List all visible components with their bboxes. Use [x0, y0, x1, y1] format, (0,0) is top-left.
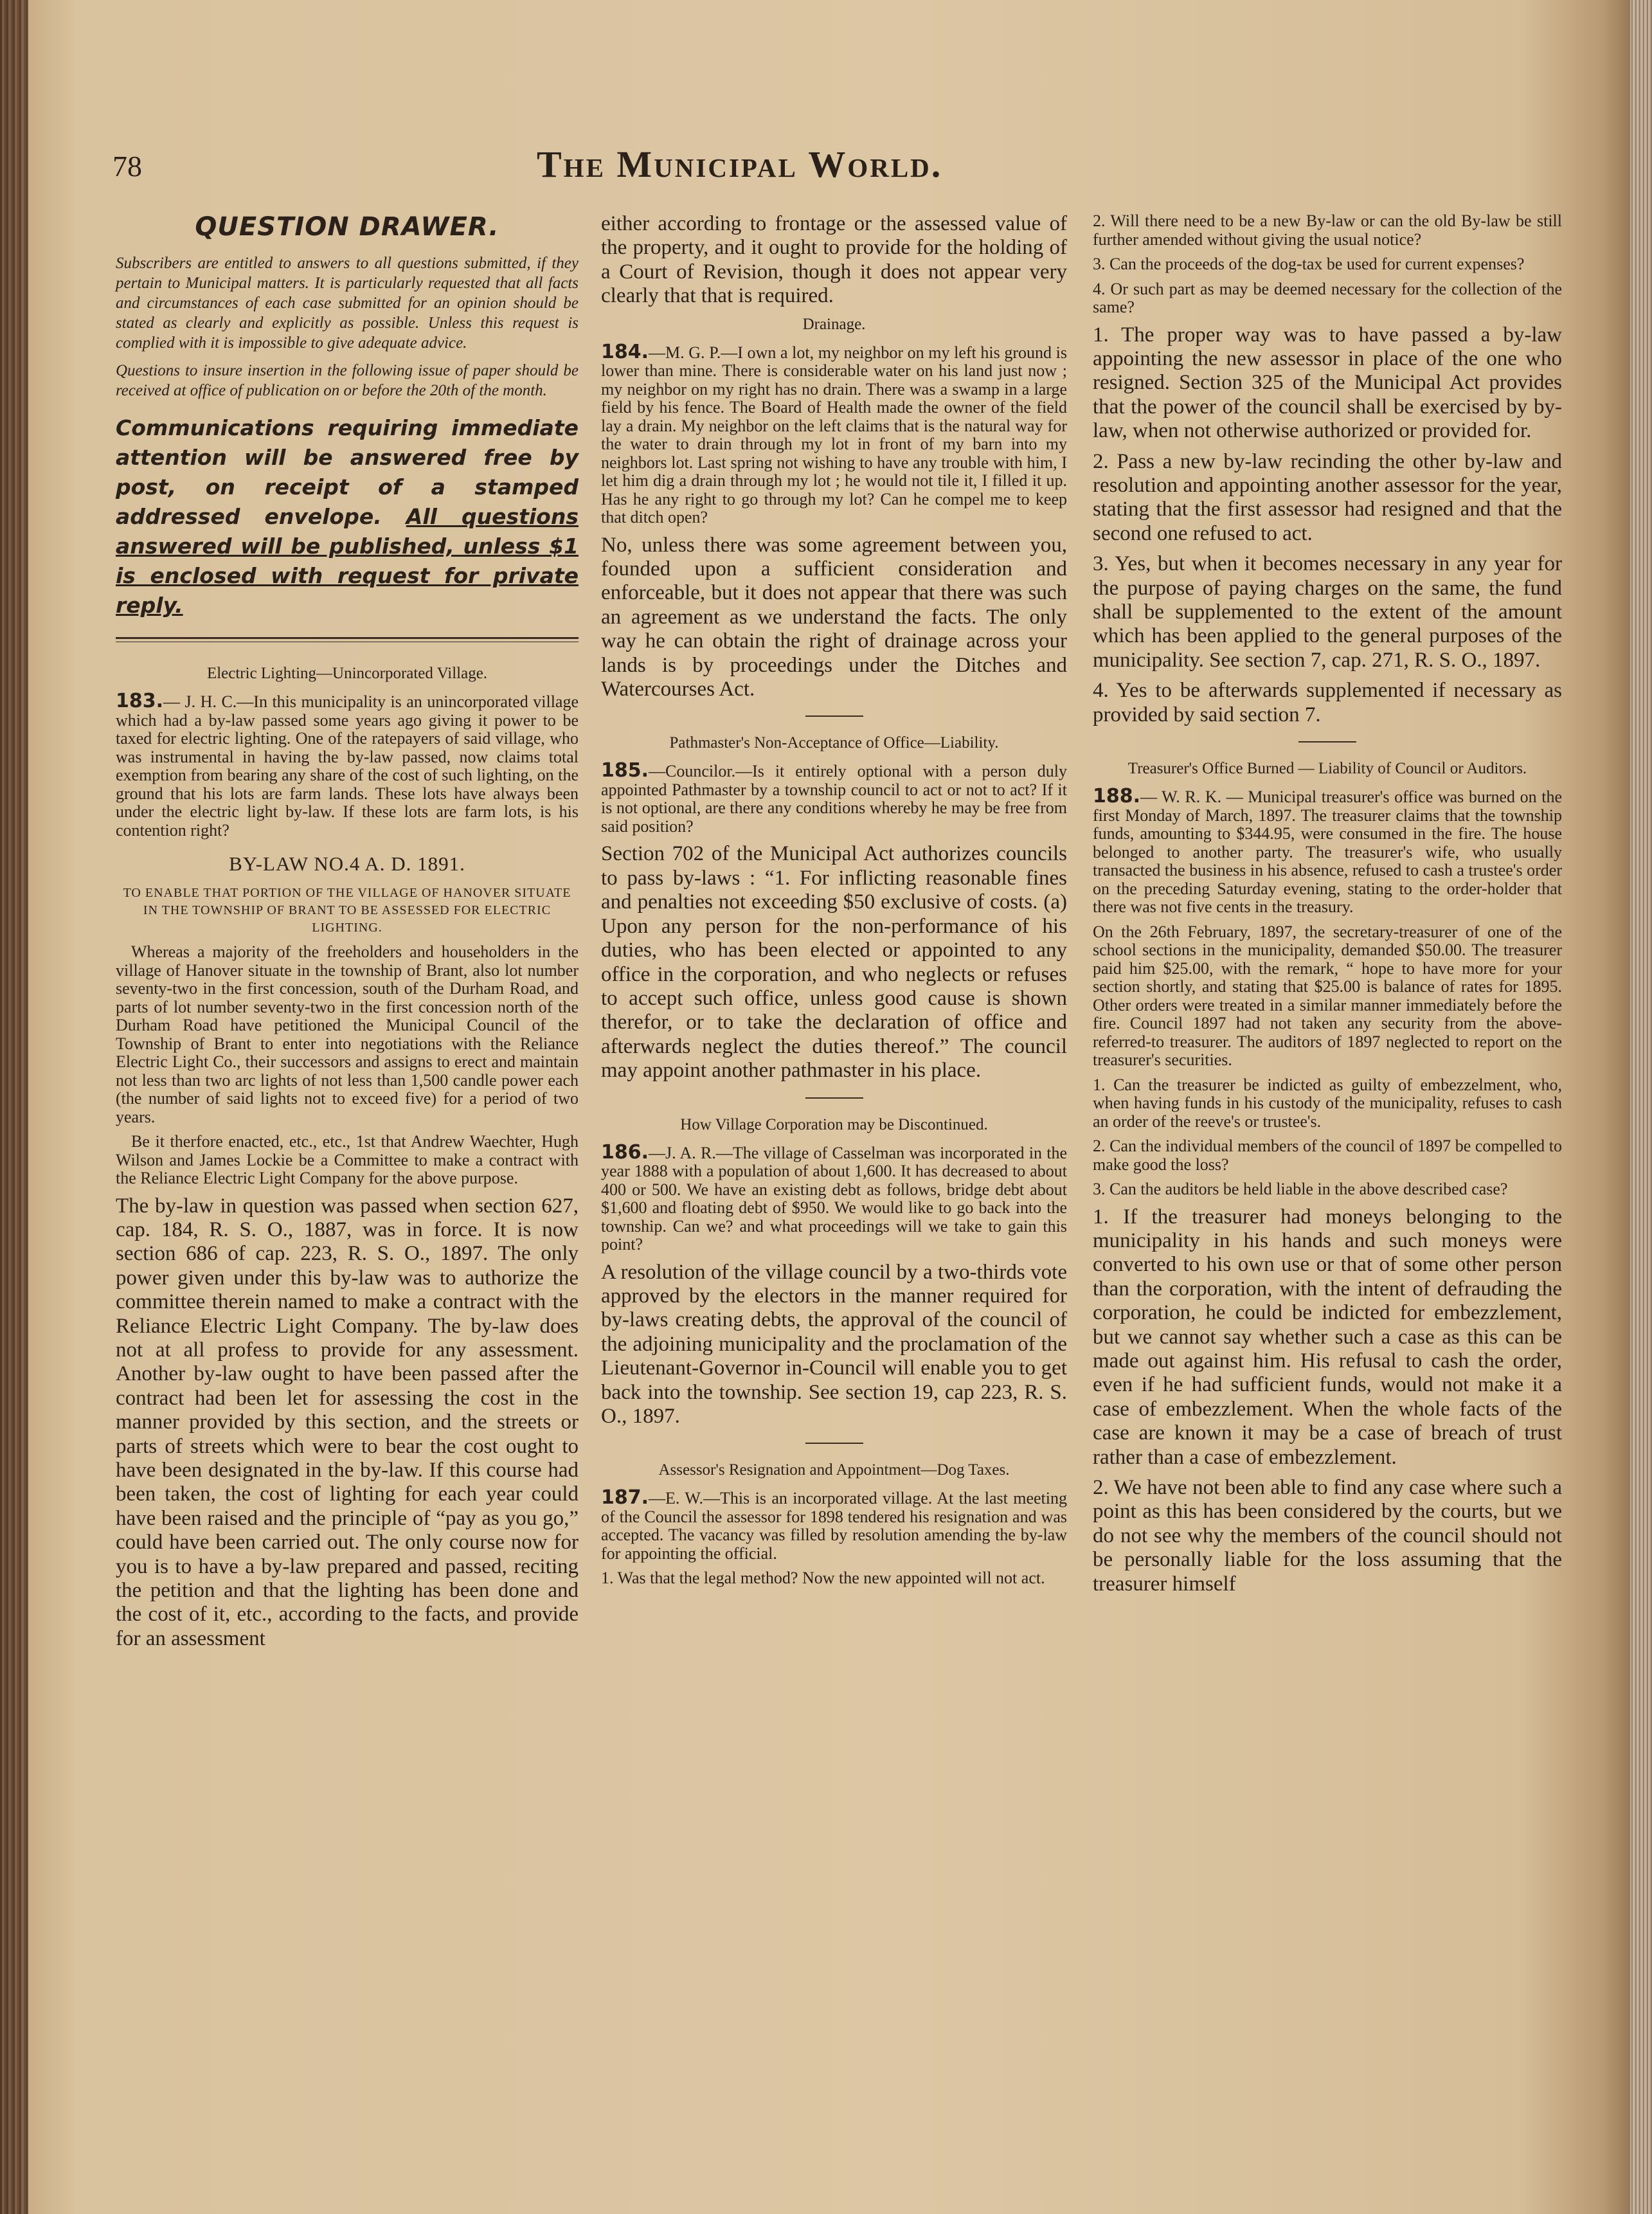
- question-body: — W. R. K. — Municipal treasurer's office was burned on the first Monday of March, 1897. The treasurer claims that the township funds, amounting to $344.95, were consumed in the fire. The house belonged to another party. The treasurer's wife, who usually transacted the business in his absence, refused to cash a trustee's order on the preceding Saturday evening, stating to the order-holder that there was not five cents in the treasury.: [1093, 788, 1562, 916]
- question-number: 187.: [601, 1486, 649, 1509]
- question-text: [601, 1140, 1067, 1254]
- question-number: 185.: [601, 759, 649, 782]
- intro-paragraph: Questions to insure insertion in the following issue of paper should be received at office of publication on or before the 20th of the month.: [116, 362, 579, 399]
- answer-text: A resolution of the village council by a two-thirds vote approved by the electors in the manner required for by-laws creating debts, the approval of the council of the adjoining municipality and the proclamation of the Lieutenant-Governor in-Council will enable you to get back into the township. See section 19, cap 223, R. S. O., 1897.: [601, 1260, 1067, 1428]
- notice-underlined: All questions answered will be published, unless $1 is enclosed with request for private reply.: [116, 504, 579, 618]
- divider: [805, 716, 863, 717]
- question-item: 1. Can the treasurer be indicted as guilty of embezzelment, who, when having funds in his custody of the municipality, refuses to cash an order of the reeve's or trustee's.: [1093, 1075, 1562, 1131]
- question-number: 183.: [116, 690, 164, 712]
- question-heading: Assessor's Resignation and Appointment—Dog Taxes.: [658, 1461, 1010, 1479]
- question-body: — J. H. C.—In this municipality is an unincorporated village which had a by-law passed some years ago giving it power to be taxed for electric lighting. One of the ratepayers of said village, who was instrumental in having the by-law passed, now claims total exemption from bearing any share of the cost of such lighting, on the ground that his lots are farm lands. These lots have always been under the electric light by-law. If these lots are farm lots, is his contention right?: [116, 692, 579, 840]
- question-heading: Electric Lighting—Unincorporated Village.: [206, 665, 488, 682]
- page-header: [112, 143, 1597, 188]
- question-text: [116, 692, 579, 840]
- answer-text: 3. Yes, but when it becomes necessary in any year for the purpose of paying charges on the same, the fund shall be supplemented to the extent of the amount which has been applied to the general purposes of the municipality. See section 7, cap. 271, R. S. O., 1897.: [1093, 552, 1562, 672]
- answer-text: The by-law in question was passed when section 627, cap. 184, R. S. O., 1887, was in force. It is now section 686 of cap. 223, R. S. O., 1897. The only power given under this by-law was to authorize the committee therein named to make a contract with the Reliance Electric Light Company. The by-law does not at all profess to provide for any assessment. Another by-law ought to have been passed after the contract had been let for assessing the cost in the manner provided by this section, and the streets or parts of streets which were to bear the cost ought to have been designated in the by-law. If this course had been taken, the cost of lighting for each year could have been raised and the principle of “pay as you go,” could have been carried out. The only course now for you is to have a by-law prepared and passed, reciting the petition and that the lighting has been done and the cost of it, etc., according to the facts, and provide for an assessment: [116, 1194, 579, 1650]
- divider: [1298, 741, 1356, 742]
- question-item: 3. Can the auditors be held liable in the above described case?: [1093, 1180, 1508, 1198]
- question-number: 188.: [1093, 785, 1141, 807]
- bylaw-title: BY-LAW NO.4 A. D. 1891.: [229, 852, 465, 875]
- answer-text: either according to frontage or the assessed value of the property, and it ought to provide for the holding of a Court of Revision, though it does not appear very clearly that that is required.: [601, 212, 1067, 308]
- column-2: [601, 212, 1067, 1594]
- divider: [805, 1443, 863, 1444]
- column-3: [1093, 212, 1562, 1603]
- question-number: 184.: [601, 340, 649, 363]
- question-item: 1. Was that the legal method? Now the new appointed will not act.: [601, 1569, 1045, 1588]
- journal-title: The Municipal World.: [537, 143, 943, 185]
- answer-text: 1. The proper way was to have passed a by-law appointing the new assessor in place of the one who resigned. Section 325 of the Municipal Act provides that the power of the council shall be exercised by by-law, when not otherwise authorized or provided for.: [1093, 323, 1562, 443]
- section-divider: [116, 637, 579, 642]
- notice-block: [116, 413, 579, 620]
- page-edge: [1630, 0, 1652, 2214]
- question-item: 3. Can the proceeds of the dog-tax be used for current expenses?: [1093, 255, 1525, 273]
- question-item: 4. Or such part as may be deemed necessary for the collection of the same?: [1093, 279, 1562, 316]
- question-text: [601, 759, 1067, 836]
- question-heading: Drainage.: [802, 315, 866, 333]
- answer-text: No, unless there was some agreement between you, founded upon a sufficient consideration and enforceable, but it does not appear that there was such an agreement as we understand the facts. The only way he can obtain the right of drainage across your lands is by proceedings under the Ditches and Watercourses Act.: [601, 533, 1067, 701]
- question-text: [1093, 785, 1562, 917]
- question-item: 2. Will there need to be a new By-law or can the old By-law be still further amended without giving the usual notice?: [1093, 212, 1562, 249]
- question-body: —Councilor.—Is it entirely optional with a person duly appointed Pathmaster by a township council to act or not to act? If it is not optional, are there any conditions whereby he may be free from said position?: [601, 762, 1067, 836]
- divider: [805, 1097, 863, 1099]
- answer-text: 2. Pass a new by-law recinding the other by-law and resolution and appointing another assessor for the year, stating that the first assessor had resigned and that the second one refused to act.: [1093, 449, 1562, 545]
- answer-text: 4. Yes to be afterwards supplemented if necessary as provided by said section 7.: [1093, 679, 1562, 726]
- question-body: —J. A. R.—The village of Casselman was incorporated in the year 1888 with a population of about 1,600. It has decreased to about 400 or 500. We have an existing debt as follows, bridge debt about $1,600 and floating debt of $950. We would like to go back into the township. Can we? and what proceedings will we take to gain this point?: [601, 1143, 1067, 1254]
- question-body: —M. G. P.—I own a lot, my neighbor on my left his ground is lower than mine. There is considerable water on his land just now ; my neighbor on my right has no drain. There was a swamp in a large field by his fence. The Board of Health made the owner of the field lay a drain. My neighbor on the left claims that is the natural way for the water to drain through my lot in front of my barn into my neighbors lot. Last spring not wishing to have any trouble with him, I let him dig a drain through my lot ; he would not tile it, I filled it up. Has he any right to go through my lot? Can he compel me to keep that ditch open?: [601, 343, 1067, 527]
- column-1: [116, 212, 579, 1657]
- notice-text: Communications requiring immediate attention will be answered free by post, on receipt of a stamped addressed envelope.: [116, 415, 579, 529]
- question-heading: How Village Corporation may be Discontinued.: [680, 1115, 988, 1133]
- question-number: 186.: [601, 1140, 649, 1164]
- question-text: [601, 340, 1067, 527]
- answer-text: Section 702 of the Municipal Act authorizes councils to pass by-laws : “1. For inflicting reasonable fines and penalties not exceeding $50 exclusive of costs. (a) Upon any person for the non-performance of his duties, who has been elected or appointed to any office in the corporation, and who neglects or refuses to accept such office, unless good cause is shown therefor, or to take the declaration of office and afterwards neglect the duties thereof.” The council may appoint another pathmaster in his place.: [601, 842, 1067, 1083]
- section-title: QUESTION DRAWER.: [195, 212, 499, 242]
- intro-paragraph: Subscribers are entitled to answers to all questions submitted, if they pertain to Municipal matters. It is particularly requested that all facts and circumstances of each case submitted for an opinion should be stated as clearly and explicitly as possible. Unless this request is complied with it is impossible to give adequate advice.: [116, 255, 579, 352]
- answer-text: 2. We have not been able to find any case where such a point as this has been considered by the courts, but we do not see why the members of the council should not be personally liable for the loss assuming that the treasurer himself: [1093, 1475, 1562, 1596]
- book-spine: [0, 0, 28, 2214]
- question-paragraph: On the 26th February, 1897, the secretary-treasurer of one of the school sections in the municipality, demanded $50.00. The treasurer paid him $25.00, with the remark, “ hope to have more for your section shortly, and stating that $25.00 is balance of rates for 1895. Other orders were treated in a similar manner immediately before the fire. Council 1897 had not taken any security from the above-referred-to treasurer. The auditors of 1897 neglected to report on the treasurer's securities.: [1093, 922, 1562, 1069]
- question-heading: Pathmaster's Non-Acceptance of Office—Liability.: [669, 734, 999, 752]
- bylaw-subtitle: TO ENABLE THAT PORTION OF THE VILLAGE OF HANOVER SITUATE IN THE TOWNSHIP OF BRANT TO BE ASSESSED FOR ELECTRIC LIGHTING.: [123, 886, 571, 935]
- question-item: 2. Can the individual members of the council of 1897 be compelled to make good the loss?: [1093, 1137, 1562, 1174]
- page-number: 78: [112, 150, 142, 183]
- bylaw-paragraph: Be it therfore enacted, etc., etc., 1st that Andrew Waechter, Hugh Wilson and James Lockie be a Committee to make a contract with the Reliance Electric Light Company for the above purpose.: [116, 1132, 579, 1187]
- question-body: —E. W.—This is an incorporated village. At the last meeting of the Council the assessor for 1898 tendered his resignation and was accepted. The vacancy was filled by resolution amending the by-law for appointing the official.: [601, 1489, 1067, 1563]
- bylaw-paragraph: Whereas a majority of the freeholders and householders in the village of Hanover situate in the township of Brant, also lot number seventy-two in the first concession, south of the Durham Road, and parts of lot number seventy-two in the first concession north of the Durham Road have petitioned the Municipal Council of the Township of Brant to enter into negotiations with the Reliance Electric Light Co., their successors and assigns to erect and maintain not less than two arc lights of not less than 1,500 candle power each (the number of said lights not to exceed five) for a period of two years.: [116, 942, 579, 1126]
- question-text: [601, 1486, 1067, 1563]
- question-heading: Treasurer's Office Burned — Liability of Council or Auditors.: [1127, 760, 1527, 777]
- answer-text: 1. If the treasurer had moneys belonging to the municipality in his hands and such moneys were converted to his own use or that of some other person than the corporation, with the intent of defrauding the corporation, he could be indicted for embezzlement, but we cannot say whether such a case as this can be made out against him. His refusal to cash the order, even if he had sufficient funds, would not make it a case of embezzlement. When the whole facts of the case are known it may be a case of breach of trust rather than a case of embezzlement.: [1093, 1205, 1562, 1469]
